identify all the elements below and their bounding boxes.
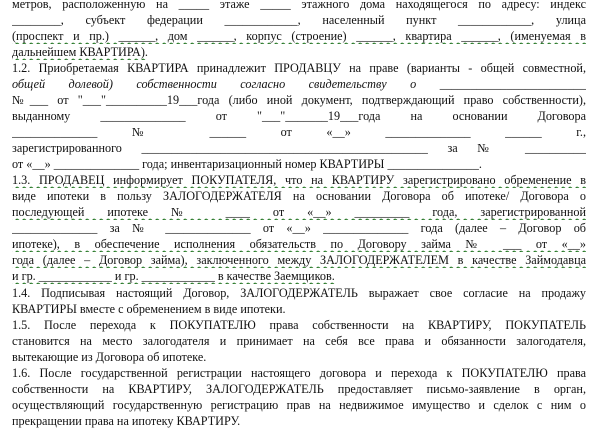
text-line-13: виде ипотеки в пользу ЗАЛОГОДЕРЖАТЕЛЯ на основании Договора об ипотеке/ Договора о (12, 189, 586, 203)
text-line-6: общей долевой) собственности согласно свидетельству о ________________________ (12, 77, 586, 91)
text-line-4: дальнейшем КВАРТИРА). (12, 45, 148, 59)
text-line-10: зарегистрированного _______________________________________________ за № __________ (12, 141, 586, 155)
text-line-19: 1.4. Подписывая настоящий Договор, ЗАЛОГОДЕРЖАТЕЛЬ выражает свое согласие на продажу (12, 286, 586, 300)
text-line-26: осуществляющий государственную регистрацию прав на недвижимое имущество и сделок с ним о (12, 398, 586, 412)
text-line-25: собственности на КВАРТИРУ, ЗАЛОГОДЕРЖАТЕЛЬ предоставляет письмо-заявление в орган, (12, 382, 586, 396)
text-line-11: от «__» ______________ года; инвентаризационный номер КВАРТИРЫ _______________. (12, 157, 482, 171)
text-line-5: 1.2. Приобретаемая КВАРТИРА принадлежит ПРОДАВЦУ на праве (варианты - общей совместной, (12, 61, 586, 75)
text-line-27: прекращении права на ипотеку КВАРТИРУ. (12, 414, 241, 428)
text-line-2: ________, субъект федерации ____________, населенный пункт ____________, улица (12, 13, 586, 27)
text-line-18: и гр. ____________ и гр. ____________ в качестве Заемщиков. (12, 269, 335, 283)
text-line-8: выданному ______________ от "___"_______19___года на основании Договора (12, 109, 586, 123)
text-line-12: 1.3. ПРОДАВЕЦ информирует ПОКУПАТЕЛЯ, что на КВАРТИРУ зарегистрировано обременение в (12, 173, 586, 187)
text-line-21: 1.5. После перехода к ПОКУПАТЕЛЮ права собственности на КВАРТИРУ, ПОКУПАТЕЛЬ (12, 318, 586, 332)
text-line-22: становится на место залогодателя и принимает на себя все права и обязанности залогодателя, (12, 334, 586, 348)
text-line-9: ______________ № ______ от «__» ______________ ______ г., (12, 125, 586, 139)
text-line-17: года (далее – Договор займа), заключенного между ЗАЛОГОДЕРЖАТЕЛЕМ в качестве Займодавца (12, 253, 586, 267)
text-line-14: последующей ипотеке № ____ от «__» _________ года, зарегистрированной (12, 205, 586, 219)
text-line-1: метров, расположенную на _____ этаже _____ этажного дома находящегося по адресу: индекс (12, 0, 586, 11)
text-line-24: 1.6. После государственной регистрации настоящего договора и перехода к ПОКУПАТЕЛЮ права (12, 366, 586, 380)
text-line-7: №___ от "___"__________19___года (либо иной документ, подтверждающий право собственности), (12, 93, 586, 107)
text-line-16: ипотеке), в обеспечение исполнения обязательств по Договору займа № ___ от «__» (12, 237, 586, 251)
text-line-20: КВАРТИРЫ вместе с обременением в виде ипотеки. (12, 302, 286, 316)
text-line-3: (проспект и пр.) ______, дом ______, корпус (строение) ______, квартира ______, (именуемая в (12, 29, 586, 43)
text-line-15: ______________ за № ______________ от «__» ______________ года (далее – Договор об (12, 221, 586, 235)
text-line-23: вытекающие из Договора об ипотеке. (12, 350, 207, 364)
